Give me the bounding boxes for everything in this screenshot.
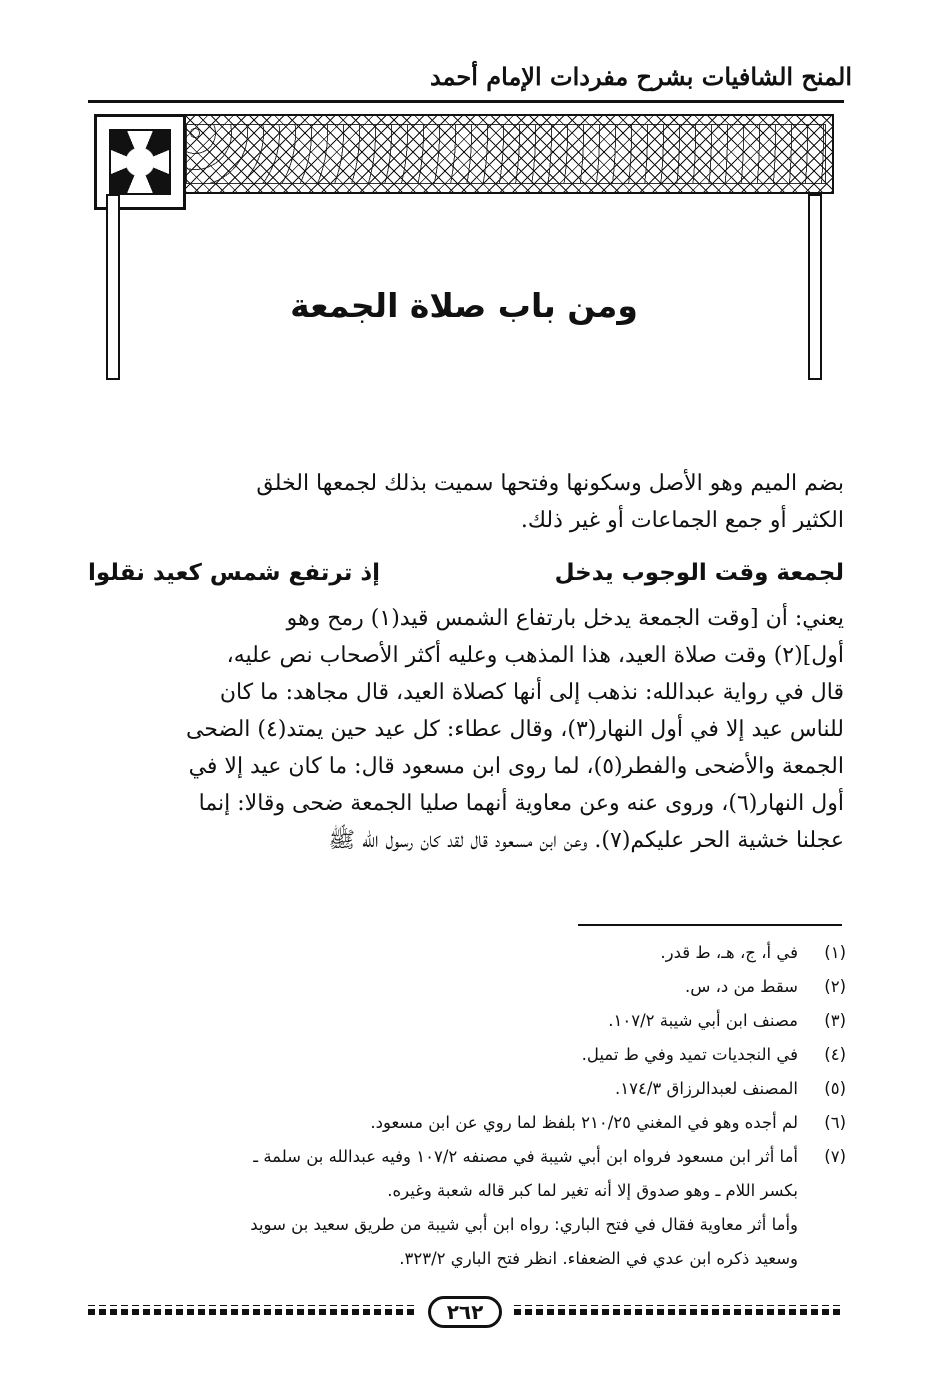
footnote-number: (٣) bbox=[824, 1011, 846, 1030]
footnote-number: (٧) bbox=[824, 1147, 846, 1166]
footnotes bbox=[86, 936, 846, 1276]
text-line: بضم الميم وهو الأصل وسكونها وفتحها سميت بذلك لجمعها الخلق bbox=[256, 471, 844, 496]
footnote-separator bbox=[578, 924, 842, 926]
paragraph-commentary bbox=[84, 600, 844, 859]
header-rule bbox=[88, 100, 844, 103]
footnote-continuation: وسعيد ذكره ابن عدي في الضعفاء. انظر فتح الباري ٣٢٣/٢. bbox=[399, 1249, 798, 1268]
footnote bbox=[86, 1106, 846, 1140]
footnote-text: سقط من د، س. bbox=[684, 977, 798, 996]
verse-line bbox=[88, 560, 844, 596]
text-line: يعني: أن [وقت الجمعة يدخل بارتفاع الشمس قيد(١) رمح وهو bbox=[286, 606, 844, 631]
running-head: المنح الشافيات بشرح مفردات الإمام أحمد bbox=[429, 62, 852, 91]
text-line: الجمعة والأضحى والفطر(٥)، لما روى ابن مسعود قال: ما كان عيد إلا في bbox=[188, 754, 844, 779]
text-line: قال في رواية عبدالله: نذهب إلى أنها كصلاة العيد، قال مجاهد: ما كان bbox=[219, 680, 844, 705]
verse-hemistich-second: إذ ترتفع شمس كعيد نقلوا bbox=[88, 560, 381, 586]
text-line: الكثير أو جمع الجماعات أو غير ذلك. bbox=[520, 508, 844, 533]
text-line: أول](٢) وقت صلاة العيد، هذا المذهب وعليه أكثر الأصحاب نص عليه، bbox=[226, 643, 844, 668]
paragraph-intro bbox=[84, 465, 844, 539]
footnote-number: (١) bbox=[824, 943, 846, 962]
footnote bbox=[86, 970, 846, 1004]
footnote-text: في النجديات تميد وفي ط تميل. bbox=[581, 1045, 798, 1064]
footnote bbox=[86, 1004, 846, 1038]
chapter-title: ومن باب صلاة الجمعة bbox=[290, 286, 638, 325]
text-line: للناس عيد إلا في أول النهار(٣)، وقال عطاء: كل عيد حين يمتد(٤) الضحى bbox=[185, 717, 844, 742]
star-ornament-icon bbox=[109, 129, 171, 195]
footnote bbox=[86, 936, 846, 970]
footnote-text: المصنف لعبدالرزاق ١٧٤/٣. bbox=[615, 1079, 798, 1098]
footnote-continuation: بكسر اللام ـ وهو صدوق إلا أنه تغير لما كبر قاله شعبة وغيره. bbox=[387, 1181, 798, 1200]
text-line: عجلنا خشية الحر عليكم(٧). وعن ابن مسعود قال لقد كان رسول الله ﷺ bbox=[328, 828, 844, 853]
chapter-frame bbox=[94, 114, 834, 376]
footnote-number: (٢) bbox=[824, 977, 846, 996]
footnote-text: مصنف ابن أبي شيبة ١٠٧/٢. bbox=[608, 1011, 798, 1030]
footnote-text: لم أجده وهو في المغني ٢١٠/٢٥ بلفظ لما روي عن ابن مسعود. bbox=[370, 1113, 798, 1132]
ornamental-band bbox=[94, 114, 834, 194]
footnote-continuation: وأما أثر معاوية فقال في فتح الباري: رواه ابن أبي شيبة من طريق سعيد بن سويد bbox=[250, 1215, 798, 1234]
footnote-text: في أ، ج، هـ، ط قدر. bbox=[660, 943, 798, 962]
text-line: أول النهار(٦)، وروى عنه وعن معاوية أنهما صليا الجمعة ضحى وقالا: إنما bbox=[198, 791, 844, 816]
page-number: ٢٦٢ bbox=[428, 1296, 502, 1328]
footnote-number: (٥) bbox=[824, 1079, 846, 1098]
footer-dashed-rule bbox=[88, 1309, 418, 1315]
footnote-number: (٦) bbox=[824, 1113, 846, 1132]
footer-dashed-rule bbox=[514, 1309, 844, 1315]
footnote bbox=[86, 1140, 846, 1174]
footnote-text: أما أثر ابن مسعود فرواه ابن أبي شيبة في مصنفه ١٠٧/٢ وفيه عبدالله بن سلمة ـ bbox=[253, 1147, 798, 1166]
footnote bbox=[86, 1072, 846, 1106]
ornament-pattern bbox=[186, 124, 826, 184]
footnote-number: (٤) bbox=[824, 1045, 846, 1064]
page-footer bbox=[88, 1294, 844, 1330]
verse-hemistich-first: لجمعة وقت الوجوب يدخل bbox=[554, 560, 844, 586]
footnote bbox=[86, 1038, 846, 1072]
